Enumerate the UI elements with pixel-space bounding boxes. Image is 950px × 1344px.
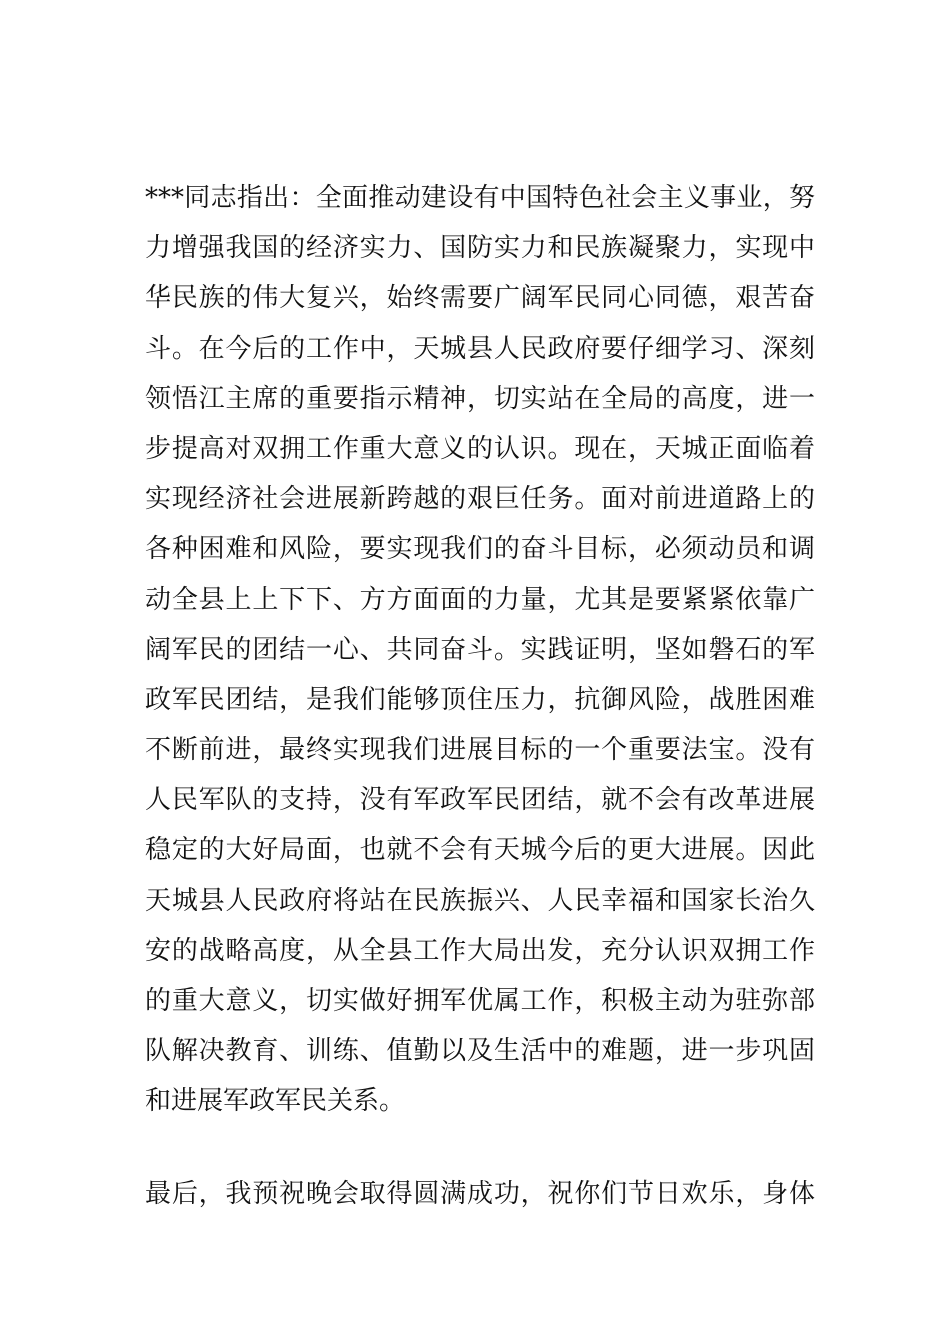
text-line: 动全县上上下下、方方面面的力量，尤其是要紧紧依靠广 [145,584,815,615]
text-line: 步提高对双拥工作重大意义的认识。现在，天城正面临着 [145,433,815,464]
text-line: 政军民团结，是我们能够顶住压力，抗御风险，战胜困难 [145,684,815,715]
paragraph-body [145,173,815,1127]
paragraph-closing [145,1169,815,1219]
text-line: 华民族的伟大复兴，始终需要广阔军民同心同德，艰苦奋 [145,283,815,314]
text-line: 实现经济社会进展新跨越的艰巨任务。面对前进道路上的 [145,484,815,515]
text-line: 稳定的大好局面，也就不会有天城今后的更大进展。因此 [145,835,815,866]
text-line: 的重大意义，切实做好拥军优属工作，积极主动为驻弥部 [145,986,815,1016]
text-line: 各种困难和风险，要实现我们的奋斗目标，必须动员和调 [145,534,815,565]
text-line: 力增强我国的经济实力、国防实力和民族凝聚力，实现中 [145,233,815,264]
text-line: 最后，我预祝晚会取得圆满成功，祝你们节日欢乐，身体 [145,1179,815,1209]
text-line: 天城县人民政府将站在民族振兴、人民幸福和国家长治久 [145,885,815,916]
text-line: 不断前进，最终实现我们进展目标的一个重要法宝。没有 [145,735,815,766]
text-line: 人民军队的支持，没有军政军民团结，就不会有改革进展 [145,785,815,816]
text-line: 安的战略高度，从全县工作大局出发，充分认识双拥工作 [145,935,815,966]
text-line: 阔军民的团结一心、共同奋斗。实践证明，坚如磐石的军 [145,634,815,665]
text-line: 斗。在今后的工作中，天城县人民政府要仔细学习、深刻 [145,333,815,364]
text-line: 领悟江主席的重要指示精神，切实站在全局的高度，进一 [145,383,815,414]
text-line: 队解决教育、训练、值勤以及生活中的难题，进一步巩固 [145,1036,815,1067]
text-line: 和进展军政军民关系。 [145,1086,406,1117]
text-line: ***同志指出：全面推动建设有中国特色社会主义事业，努 [145,183,815,213]
